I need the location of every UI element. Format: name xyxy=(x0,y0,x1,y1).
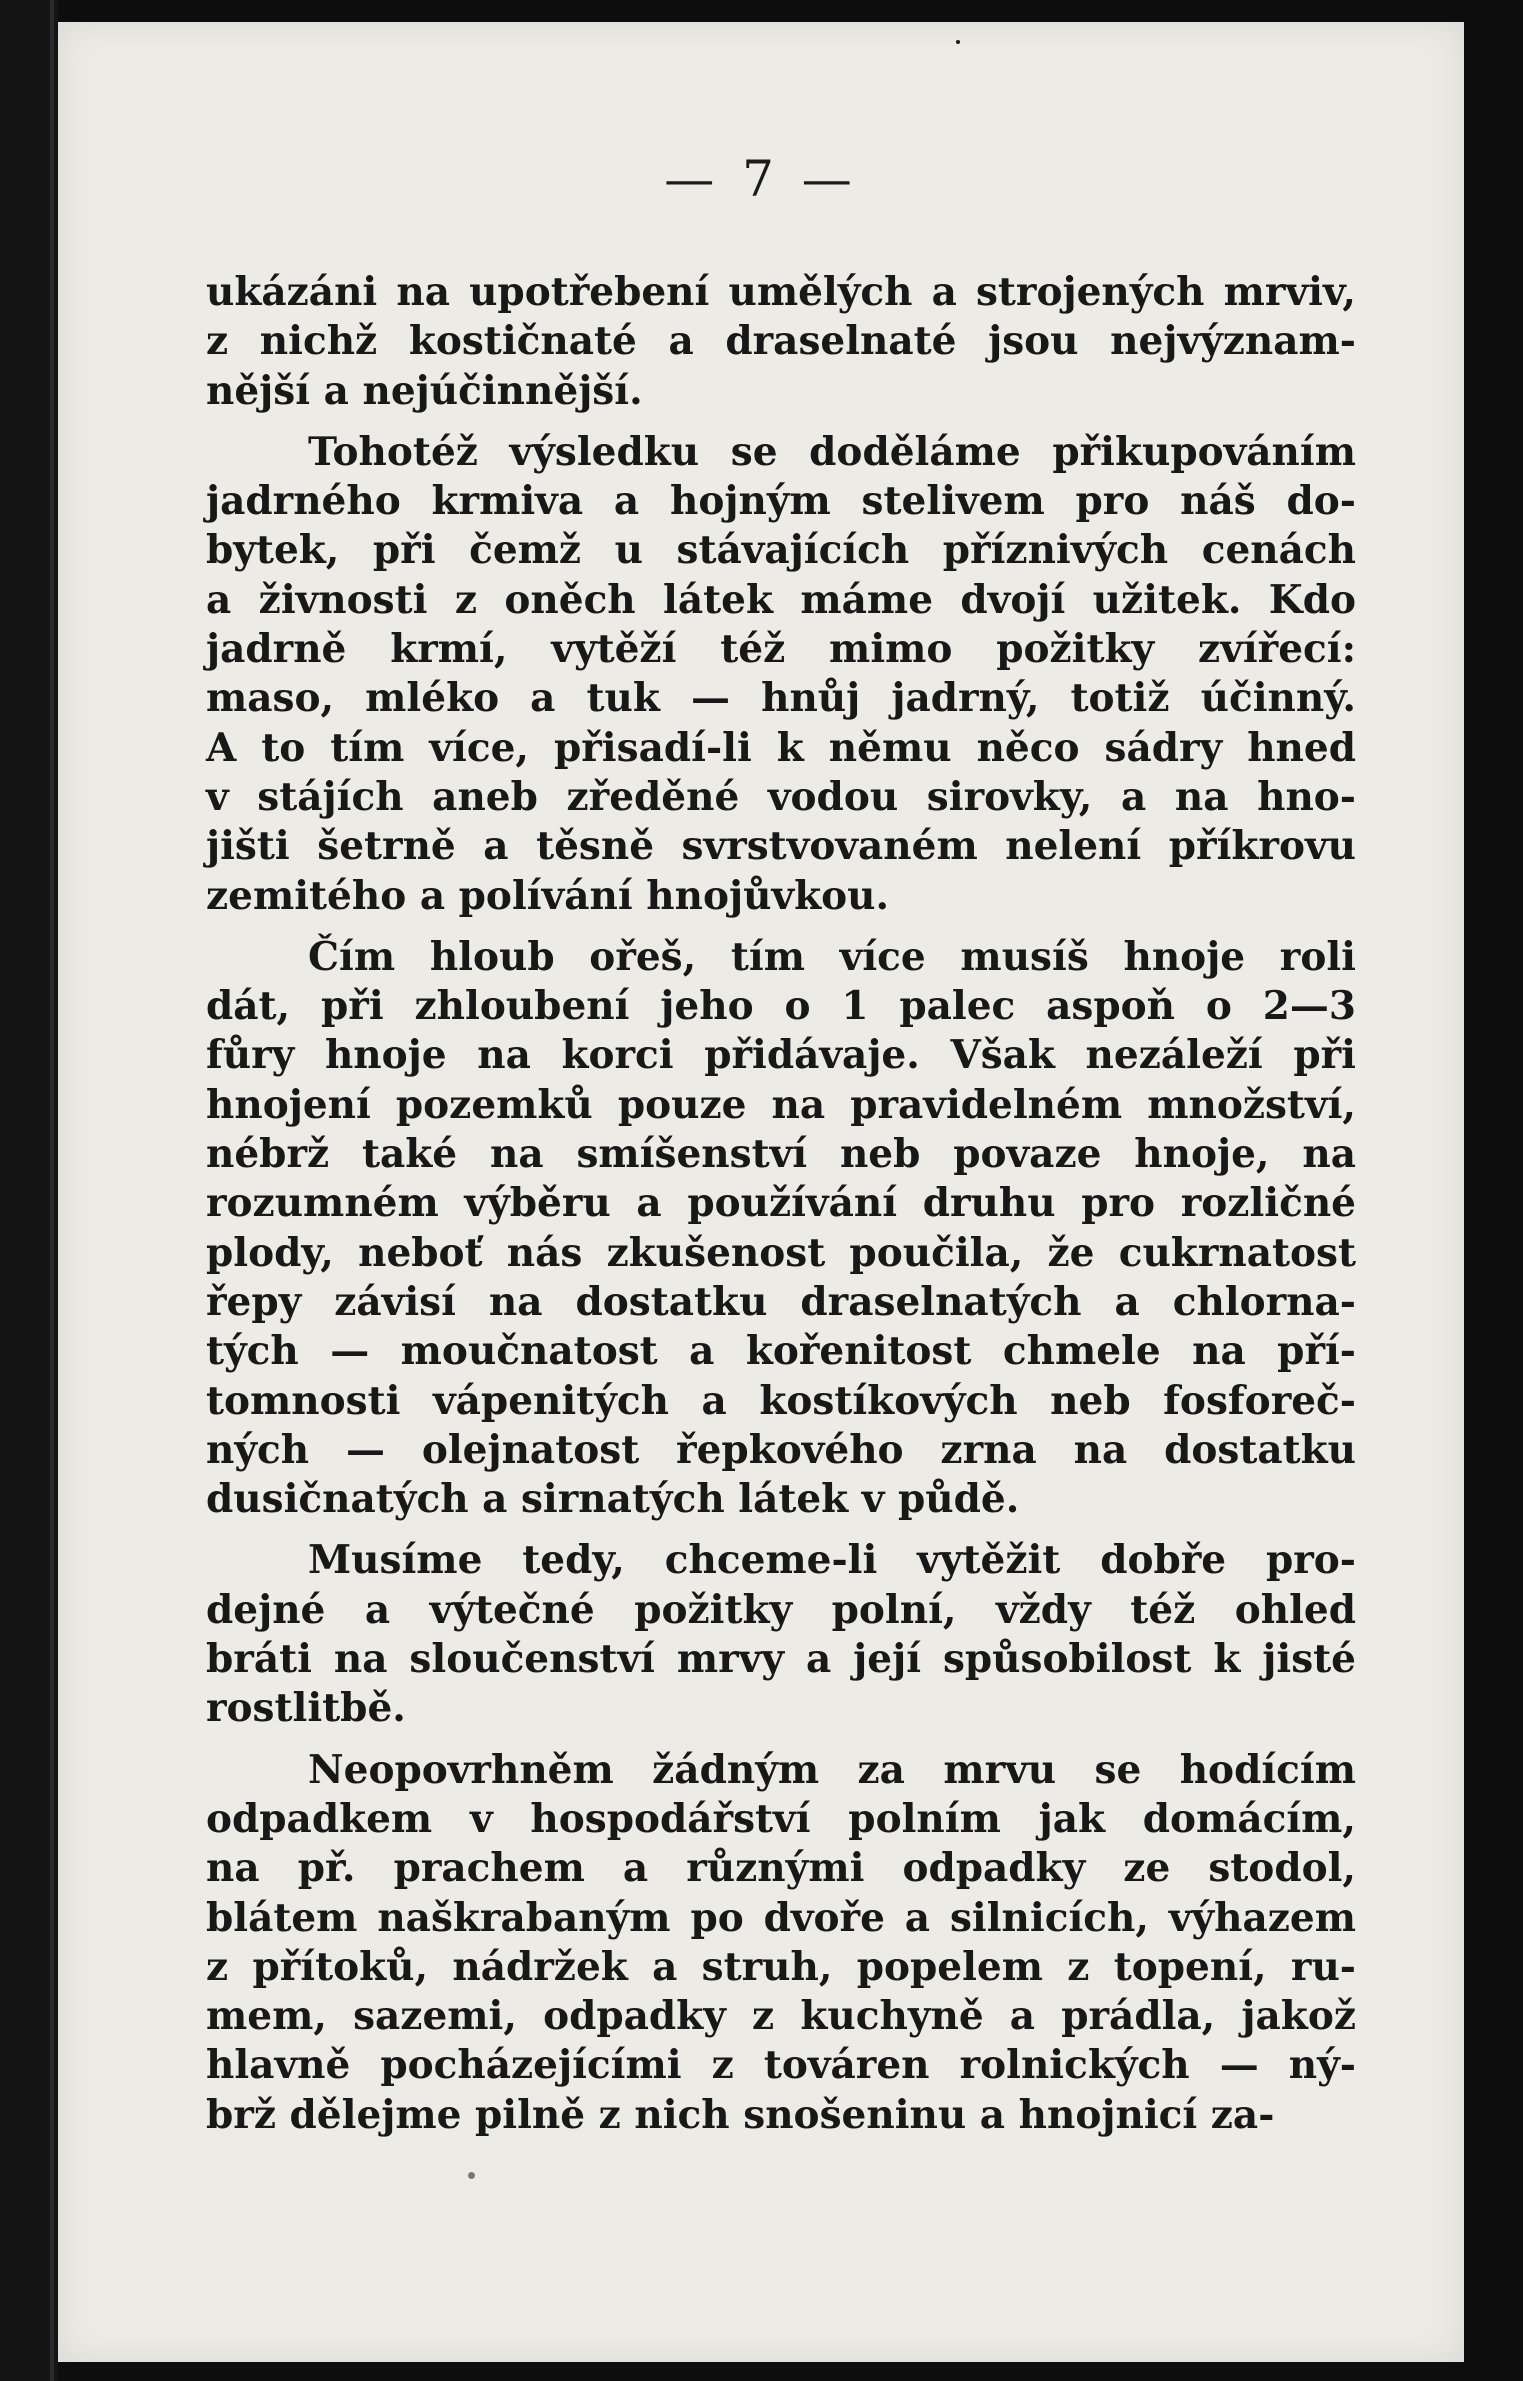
text-line: a živnosti z oněch látek máme dvojí užitek. Kdo xyxy=(206,576,1356,623)
text-line: odpadkem v hospodářství polním jak domácím, xyxy=(206,1795,1356,1842)
text-line: dusičnatých a sirnatých látek v půdě. xyxy=(206,1476,1020,1523)
scan-speck xyxy=(956,40,960,44)
text-line: jišti šetrně a těsně svrstvovaném nelení příkrovu xyxy=(206,823,1356,870)
text-line: nébrž také na smíšenství neb povaze hnoje, na xyxy=(206,1131,1356,1178)
paragraph-gap xyxy=(206,1524,1356,1536)
text-line: ukázáni na upotřebení umělých a strojených mrviv, xyxy=(206,269,1356,315)
text-line: Neopovrhněm žádným za mrvu se hodícím xyxy=(308,1746,1356,1793)
text-line: v stájích aneb zředěné vodou sirovky, a na hno- xyxy=(206,773,1356,820)
text-line: tomnosti vápenitých a kostíkových neb fosforeč- xyxy=(206,1377,1356,1424)
text-line: na př. prachem a různými odpadky ze stodol, xyxy=(206,1845,1356,1892)
text-line: jadrného krmiva a hojným stelivem pro náš do- xyxy=(206,478,1356,525)
book-page xyxy=(58,22,1464,2362)
paragraph xyxy=(206,933,1356,1525)
paragraph xyxy=(206,1746,1356,2140)
text-line: Čím hloub ořeš, tím více musíš hnoje roli xyxy=(308,933,1356,980)
paragraph-gap xyxy=(206,416,1356,428)
text-line: tých — moučnatost a kořenitost chmele na pří- xyxy=(206,1328,1356,1375)
text-line: nější a nejúčinnější. xyxy=(206,367,643,414)
text-line: fůry hnoje na korci přidávaje. Však nezáleží při xyxy=(206,1032,1356,1079)
page-text xyxy=(206,268,1356,2140)
text-line: Musíme tedy, chceme-li vytěžit dobře pro- xyxy=(308,1537,1356,1584)
paragraph-gap xyxy=(206,921,1356,933)
paragraph xyxy=(206,268,1356,416)
text-line: A to tím více, přisadí-li k němu něco sádry hned xyxy=(206,724,1356,771)
text-line: hlavně pocházejícími z továren rolnických — ný- xyxy=(206,2042,1356,2089)
text-line: rostlitbě. xyxy=(206,1685,406,1732)
text-line: rozumném výběru a používání druhu pro rozličné xyxy=(206,1180,1356,1227)
text-line: plody, neboť nás zkušenost poučila, že cukrnatost xyxy=(206,1229,1356,1276)
text-line: dát, při zhloubení jeho o 1 palec aspoň o 2—3 xyxy=(206,983,1356,1030)
text-line: řepy závisí na dostatku draselnatých a chlorna- xyxy=(206,1278,1356,1325)
paragraph xyxy=(206,428,1356,921)
text-line: zemitého a polívání hnojůvkou. xyxy=(206,872,890,919)
text-line: brž dělejme pilně z nich snošeninu a hnojnicí za- xyxy=(206,2091,1275,2138)
text-line: dejné a výtečné požitky polní, vždy též ohled xyxy=(206,1586,1356,1633)
paragraph xyxy=(206,1536,1356,1733)
text-line: maso, mléko a tuk — hnůj jadrný, totiž účinný. xyxy=(206,675,1356,722)
text-line: jadrně krmí, vytěží též mimo požitky zvířecí: xyxy=(206,626,1356,673)
text-line: hnojení pozemků pouze na pravidelném množství, xyxy=(206,1081,1356,1128)
scan-speck xyxy=(468,2172,475,2179)
text-line: bráti na sloučenství mrvy a její spůsobilost k jisté xyxy=(206,1636,1356,1683)
text-line: blátem naškrabaným po dvoře a silnicích, výhazem xyxy=(206,1894,1356,1941)
text-line: ných — olejnatost řepkového zrna na dostatku xyxy=(206,1426,1356,1473)
page-number: — 7 — xyxy=(664,150,858,208)
scan-left-edge xyxy=(50,0,54,2381)
text-line: bytek, při čemž u stávajících příznivých cenách xyxy=(206,527,1356,574)
text-line: z přítoků, nádržek a struh, popelem z topení, ru- xyxy=(206,1943,1356,1990)
text-line: mem, sazemi, odpadky z kuchyně a prádla, jakož xyxy=(206,1993,1356,2040)
text-line: z nichž kostičnaté a draselnaté jsou nejvýznam- xyxy=(206,318,1356,365)
paragraph-gap xyxy=(206,1734,1356,1746)
text-line: Tohotéž výsledku se doděláme přikupováním xyxy=(308,428,1356,475)
